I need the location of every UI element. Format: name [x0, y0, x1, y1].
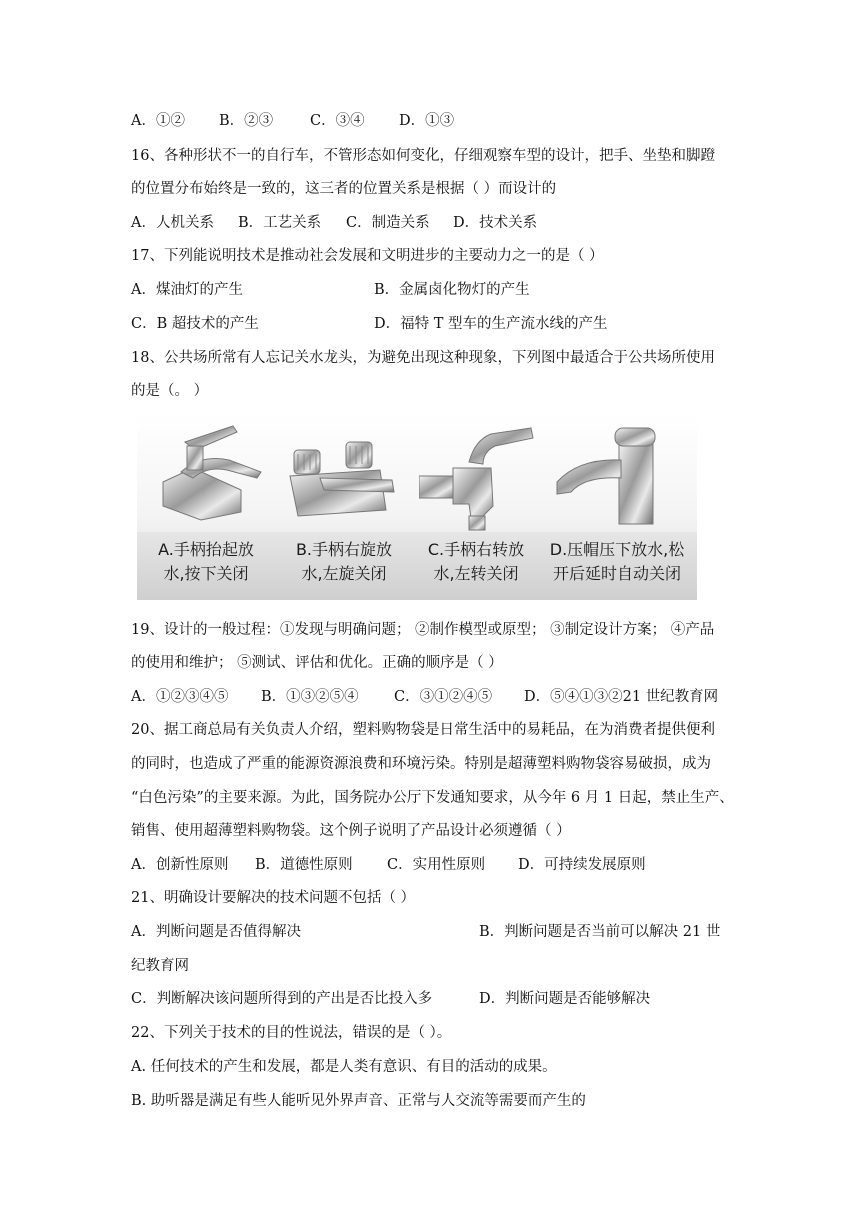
q21-option-b: B．判断问题是否当前可以解决 21 世: [479, 924, 721, 940]
faucet-figure: [137, 412, 697, 600]
q16-stem-line2: 的位置分布始终是一致的，这三者的位置关系是根据（ ）而设计的: [131, 181, 557, 197]
faucet-a-caption: [139, 538, 273, 586]
faucet-c-image: [419, 420, 549, 532]
q20-option-b: B．道德性原则: [255, 857, 353, 873]
q15-option-d: D．①③: [399, 113, 455, 129]
q17-option-b: B．金属卤化物灯的产生: [374, 282, 530, 298]
q21-option-a: A．判断问题是否值得解决: [131, 924, 301, 940]
faucet-c-caption-line1: C.手柄右转放: [427, 540, 525, 559]
q15-option-b: B．②③: [219, 113, 274, 129]
q17-option-c: C．B 超技术的产生: [131, 316, 259, 332]
q16-option-a: A．人机关系: [131, 215, 214, 231]
q18-stem-line2: 的是（。 ）: [131, 383, 209, 399]
q16-option-b: B．工艺关系: [238, 215, 322, 231]
q21-stem: 21、明确设计要解决的技术问题不包括（ ）: [131, 890, 416, 906]
q21-option-d: D．判断问题是否能够解决: [479, 991, 651, 1007]
q20-option-a: A．创新性原则: [131, 857, 229, 873]
q19-stem-line2: 的使用和维护； ⑤测试、评估和优化。正确的顺序是（ ）: [131, 655, 503, 671]
q17-option-a: A．煤油灯的产生: [131, 282, 243, 298]
q22-stem: 22、下列关于技术的目的性说法，错误的是（ ）。: [131, 1025, 452, 1041]
q20-stem-line1: 20、据工商总局有关负责人介绍，塑料购物袋是日常生活中的易耗品，在为消费者提供便利: [131, 722, 715, 738]
faucet-d-caption-line1: D.压帽压下放水,松: [549, 540, 685, 559]
q16-option-d: D．技术关系: [453, 215, 538, 231]
faucet-c-caption: [409, 538, 543, 586]
q15-option-a: A．①②: [131, 113, 185, 129]
faucet-d-caption: [537, 538, 697, 586]
q15-option-c: C．③④: [310, 113, 365, 129]
faucet-a-caption-line2: 水,按下关闭: [163, 564, 249, 583]
q17-stem: 17、下列能说明技术是推动社会发展和文明进步的主要动力之一的是（ ）: [131, 248, 604, 264]
q19-option-d: D．⑤④①③②21 世纪教育网: [524, 689, 719, 705]
q19-option-a: A．①②③④⑤: [131, 689, 229, 705]
q22-option-b: B. 助听器是满足有些人能听见外界声音、正常与人交流等需要而产生的: [131, 1093, 586, 1109]
q20-option-d: D．可持续发展原则: [518, 857, 646, 873]
faucet-b-caption: [277, 538, 411, 586]
q18-stem-line1: 18、公共场所常有人忘记关水龙头，为避免出现这种现象，下列图中最适合于公共场所使用: [131, 350, 715, 366]
faucet-b-image: [280, 420, 410, 532]
q17-option-d: D．福特 T 型车的生产流水线的产生: [374, 316, 608, 332]
q20-stem-line3: “白色污染”的主要来源。为此，国务院办公厅下发通知要求，从今年 6 月 1 日起，禁止生产、: [131, 790, 734, 806]
q19-stem-line1: 19、设计的一般过程：①发现与明确问题； ②制作模型或原型； ③制定设计方案； ④产品: [131, 622, 715, 638]
q21-option-b-continued: 纪教育网: [131, 958, 189, 974]
q20-stem-line4: 销售、使用超薄塑料购物袋。这个例子说明了产品设计必须遵循（ ）: [131, 823, 571, 839]
q22-option-a: A. 任何技术的产生和发展，都是人类有意识、有目的活动的成果。: [131, 1059, 557, 1075]
q16-option-c: C．制造关系: [346, 215, 430, 231]
faucet-d-caption-line2: 开后延时自动关闭: [552, 564, 681, 583]
faucet-a-image: [141, 420, 271, 532]
q19-option-b: B．①③②⑤④: [261, 689, 359, 705]
faucet-b-caption-line2: 水,左旋关闭: [301, 564, 387, 583]
q20-stem-line2: 的同时，也造成了严重的能源资源浪费和环境污染。特别是超薄塑料购物袋容易破损，成为: [131, 756, 711, 772]
faucet-c-caption-line2: 水,左转关闭: [433, 564, 519, 583]
faucet-a-caption-line1: A.手柄抬起放: [158, 540, 254, 559]
faucet-b-caption-line1: B.手柄右旋放: [295, 540, 393, 559]
faucet-d-image: [549, 420, 679, 532]
q16-stem-line1: 16、各种形状不一的自行车，不管形态如何变化，仔细观察车型的设计，把手、坐垫和脚蹬: [131, 148, 715, 164]
q19-option-c: C．③①②④⑤: [394, 689, 493, 705]
q21-option-c: C．判断解决该问题所得到的产出是否比投入多: [131, 991, 433, 1007]
q20-option-c: C．实用性原则: [387, 857, 486, 873]
